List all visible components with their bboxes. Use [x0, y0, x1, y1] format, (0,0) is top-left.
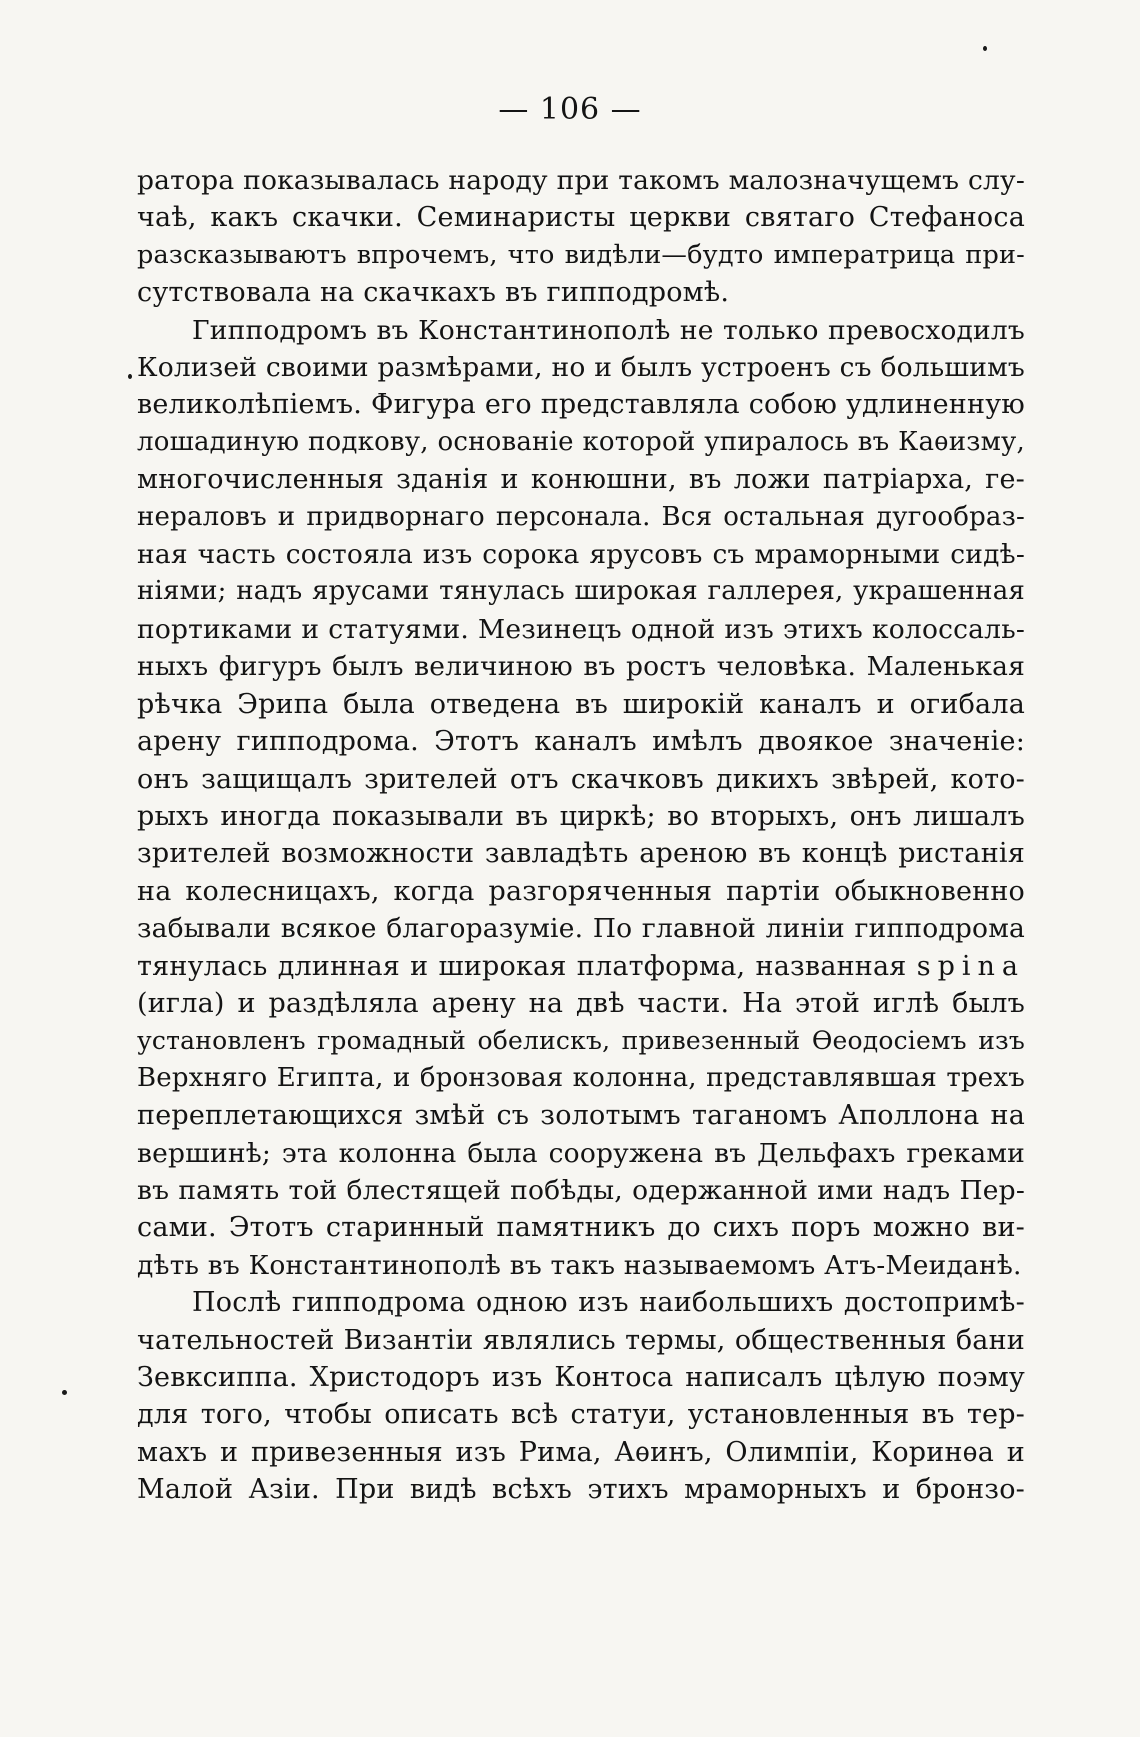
text-line: сутствовала на скачкахъ въ гипподромѣ. — [137, 277, 730, 309]
text-line: Малой Азіи. При видѣ всѣхъ этихъ мраморныхъ и бронзо- — [137, 1474, 1025, 1506]
text-line: арену гипподрома. Этотъ каналъ имѣлъ двоякое значеніе: — [137, 726, 1025, 758]
text-line: ратора показывалась народу при такомъ малозначущемъ слу- — [137, 165, 1025, 196]
text-line: установленъ громадный обелискъ, привезенный Ѳеодосіемъ изъ — [137, 1026, 1025, 1056]
text-line: многочисленныя зданія и конюшни, въ ложи патріарха, ге- — [137, 464, 1025, 496]
text-line: въ память той блестящей побѣды, одержанной ими надъ Пер- — [137, 1174, 1025, 1206]
text-line: ныхъ фигуръ былъ величиною въ ростъ человѣка. Маленькая — [137, 651, 1025, 683]
text-line: (игла) и раздѣляла арену на двѣ части. На этой иглѣ былъ — [137, 987, 1025, 1019]
text-line: рѣчка Эрипа была отведена въ широкій каналъ и огибала — [137, 688, 1025, 720]
text-line: рыхъ иногда показывали въ циркѣ; во вторыхъ, онъ лишалъ — [137, 800, 1025, 832]
text-line: дѣть въ Константинополѣ въ такъ называемомъ Атъ-Меиданѣ. — [137, 1249, 1022, 1281]
scan-speck — [62, 1390, 67, 1395]
text-line: зрителей возможности завладѣть ареною въ концѣ ристанія — [137, 838, 1025, 870]
page-number: — 106 — — [498, 92, 642, 127]
text-line: Послѣ гипподрома одною изъ наибольшихъ достопримѣ- — [192, 1287, 1025, 1319]
text-line: разсказываютъ впрочемъ, что видѣли—будто императрица при- — [137, 239, 1025, 270]
scan-speck — [983, 46, 987, 51]
text-line: Гипподромъ въ Константинополѣ не только превосходилъ — [192, 314, 1025, 346]
text-line: лошадиную подкову, основаніе которой упиралось въ Каѳизму, — [137, 426, 1025, 457]
text-line: онъ защищалъ зрителей отъ скачковъ дикихъ звѣрей, кото- — [137, 763, 1025, 795]
text-line: сами. Этотъ старинный памятникъ до сихъ поръ можно ви- — [137, 1212, 1025, 1244]
text-line: Колизей своими размѣрами, но и былъ устроенъ съ большимъ — [137, 352, 1025, 384]
text-line: забывали всякое благоразуміе. По главной линіи гипподрома — [137, 913, 1025, 945]
text-line: великолѣпіемъ. Фигура его представляла собою удлиненную — [137, 389, 1025, 421]
spaced-term: spina — [916, 950, 1025, 982]
text-line: чательностей Византіи являлись термы, общественныя бани — [137, 1324, 1025, 1356]
text-line: Верхняго Египта, и бронзовая колонна, представлявшая трехъ — [137, 1062, 1025, 1093]
body-text — [137, 162, 1025, 1509]
text-line: махъ и привезенныя изъ Рима, Аѳинъ, Олимпіи, Коринѳа и — [137, 1436, 1025, 1468]
text-line-spina — [137, 948, 1025, 985]
text-line: для того, чтобы описать всѣ статуи, установленныя въ тер- — [137, 1399, 1025, 1431]
text-line: ная часть состояла изъ сорока ярусовъ съ мраморными сидѣ- — [137, 539, 1025, 571]
text-line: переплетающихся змѣй съ золотымъ таганомъ Аполлона на — [137, 1100, 1025, 1132]
text-line: на колесницахъ, когда разгоряченныя партіи обыкновенно — [137, 875, 1025, 907]
text-segment: тянулась длинная и широкая платформа, названная — [137, 950, 907, 982]
text-line: ніями; надъ ярусами тянулась широкая галлерея, украшенная — [137, 576, 1025, 607]
text-line: Зевксиппа. Христодоръ изъ Контоса написалъ цѣлую поэму — [137, 1362, 1025, 1393]
text-line: чаѣ, какъ скачки. Семинаристы церкви святаго Стефаноса — [137, 202, 1025, 234]
scan-speck — [128, 374, 132, 379]
text-line: нераловъ и придворнаго персонала. Вся остальная дугообраз- — [137, 501, 1025, 532]
text-line: портиками и статуями. Мезинецъ одной изъ этихъ колоссаль- — [137, 613, 1025, 645]
text-line: вершинѣ; эта колонна была сооружена въ Дельфахъ греками — [137, 1137, 1025, 1169]
